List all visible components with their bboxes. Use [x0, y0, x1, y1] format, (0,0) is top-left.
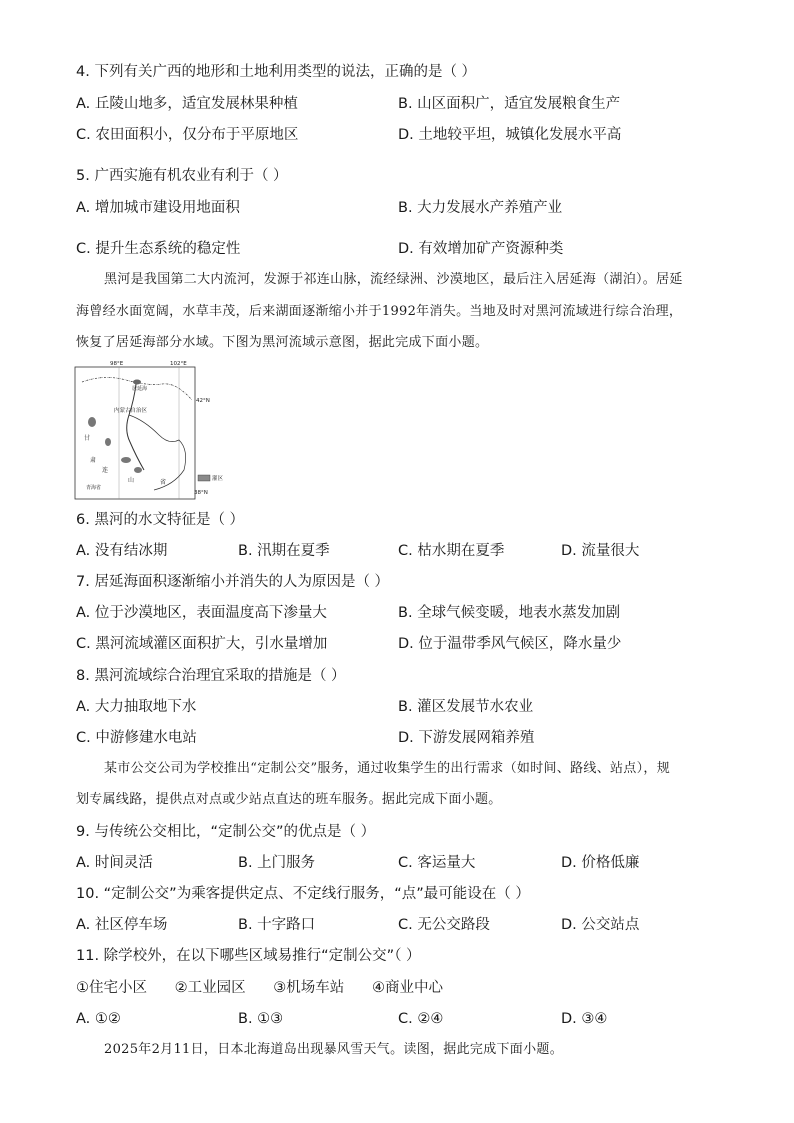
- passage-bus-line-1: 某市公交公司为学校推出“定制公交”服务，通过收集学生的出行需求（如时间、路线、站点），规: [104, 761, 670, 776]
- label-su: 肃: [90, 457, 97, 464]
- question-8-option-d: D. 下游发展网箱养殖: [398, 730, 535, 746]
- question-5-option-c: C. 提升生态系统的稳定性: [76, 241, 241, 257]
- label-shan: 山: [128, 477, 135, 484]
- question-4-option-d: D. 土地较平坦，城镇化发展水平高: [398, 127, 622, 143]
- question-11-items: ①住宅小区 ②工业园区 ③机场车站 ④商业中心: [76, 980, 443, 996]
- question-5-stem: 5. 广西实施有机农业有利于（ ）: [76, 168, 288, 184]
- legend-swatch-irrigation: [198, 475, 210, 481]
- question-10-option-b: B. 十字路口: [238, 917, 316, 933]
- irrigation-area-2: [105, 438, 111, 446]
- irrigation-area-3: [121, 457, 131, 463]
- question-11-option-a: A. ①②: [76, 1011, 121, 1027]
- question-9-option-b: B. 上门服务: [238, 855, 316, 871]
- question-10-option-d: D. 公交站点: [561, 917, 640, 933]
- question-9-option-a: A. 时间灵活: [76, 855, 153, 871]
- question-10-option-c: C. 无公交路段: [398, 917, 490, 933]
- question-11-option-c: C. ②④: [398, 1011, 444, 1027]
- question-5-option-b: B. 大力发展水产养殖产业: [398, 200, 563, 216]
- passage-heihe-line-2: 海曾经水面宽阔，水草丰茂，后来湖面逐渐缩小并于1992年消失。当地及时对黑河流域进行综合治理，: [76, 304, 683, 319]
- lon-label-98: 98°E: [110, 361, 124, 367]
- region-label-inner-mongolia: 内蒙古自治区: [114, 408, 148, 414]
- legend-label-irrigation: 灌区: [212, 476, 224, 482]
- question-4-option-b: B. 山区面积广，适宜发展粮食生产: [398, 96, 621, 112]
- question-9-option-d: D. 价格低廉: [561, 855, 640, 871]
- question-4-stem: 4. 下列有关广西的地形和土地利用类型的说法，正确的是（ ）: [76, 64, 477, 80]
- passage-hokkaido: 2025年2月11日，日本北海道岛出现暴风雪天气。读图，据此完成下面小题。: [104, 1042, 563, 1057]
- question-4-option-a: A. 丘陵山地多，适宜发展林果种植: [76, 96, 298, 112]
- irrigation-area-4: [134, 467, 142, 473]
- lat-label-42: 42°N: [196, 398, 210, 404]
- question-9-option-c: C. 客运量大: [398, 855, 476, 871]
- question-7-option-d: D. 位于温带季风气候区，降水量少: [398, 636, 622, 652]
- question-11-stem: 11. 除学校外，在以下哪些区域易推行“定制公交”（ ）: [76, 948, 421, 964]
- label-sheng: 省: [160, 479, 167, 486]
- passage-heihe-line-1: 黑河是我国第二大内流河，发源于祁连山脉，流经绿洲、沙漠地区，最后注入居延海（湖泊）。居延: [104, 272, 683, 287]
- question-6-stem: 6. 黑河的水文特征是（ ）: [76, 512, 245, 528]
- question-8-option-c: C. 中游修建水电站: [76, 730, 197, 746]
- question-7-stem: 7. 居延海面积逐渐缩小并消失的人为原因是（ ）: [76, 574, 390, 590]
- irrigation-area-1: [88, 417, 96, 427]
- question-7-option-c: C. 黑河流域灌区面积扩大，引水量增加: [76, 636, 328, 652]
- label-gan: 甘: [84, 435, 91, 442]
- question-5-option-a: A. 增加城市建设用地面积: [76, 200, 240, 216]
- question-8-option-b: B. 灌区发展节水农业: [398, 699, 534, 715]
- question-11-option-d: D. ③④: [561, 1011, 608, 1027]
- label-lian: 连: [102, 467, 109, 474]
- question-10-stem: 10. “定制公交”为乘客提供定点、不定线行服务，“点”最可能设在（ ）: [76, 886, 530, 902]
- question-8-stem: 8. 黑河流域综合治理宜采取的措施是（ ）: [76, 668, 346, 684]
- lon-label-102: 102°E: [170, 361, 187, 367]
- question-6-option-b: B. 汛期在夏季: [238, 543, 330, 559]
- question-6-option-a: A. 没有结冰期: [76, 543, 168, 559]
- question-5-option-d: D. 有效增加矿产资源种类: [398, 241, 564, 257]
- question-9-stem: 9. 与传统公交相比，“定制公交”的优点是（ ）: [76, 824, 376, 840]
- question-6-option-c: C. 枯水期在夏季: [398, 543, 505, 559]
- question-10-option-a: A. 社区停车场: [76, 917, 168, 933]
- lake-juyanhai-label: 居延海: [132, 386, 148, 392]
- question-8-option-a: A. 大力抽取地下水: [76, 699, 197, 715]
- question-11-option-b: B. ①③: [238, 1011, 284, 1027]
- lake-juyanhai-shape: [133, 380, 141, 385]
- passage-bus-line-2: 划专属线路，提供点对点或少站点直达的班车服务。据此完成下面小题。: [76, 792, 502, 807]
- question-4-option-c: C. 农田面积小，仅分布于平原地区: [76, 127, 299, 143]
- passage-heihe-line-3: 恢复了居延海部分水域。下图为黑河流域示意图，据此完成下面小题。: [76, 335, 489, 350]
- heihe-basin-map: [74, 360, 234, 500]
- question-7-option-a: A. 位于沙漠地区，表面温度高下渗量大: [76, 605, 327, 621]
- question-6-option-d: D. 流量很大: [561, 543, 640, 559]
- question-7-option-b: B. 全球气候变暖，地表水蒸发加剧: [398, 605, 621, 621]
- label-qinghai: 青海省: [86, 485, 102, 491]
- lat-label-38: 38°N: [194, 490, 208, 496]
